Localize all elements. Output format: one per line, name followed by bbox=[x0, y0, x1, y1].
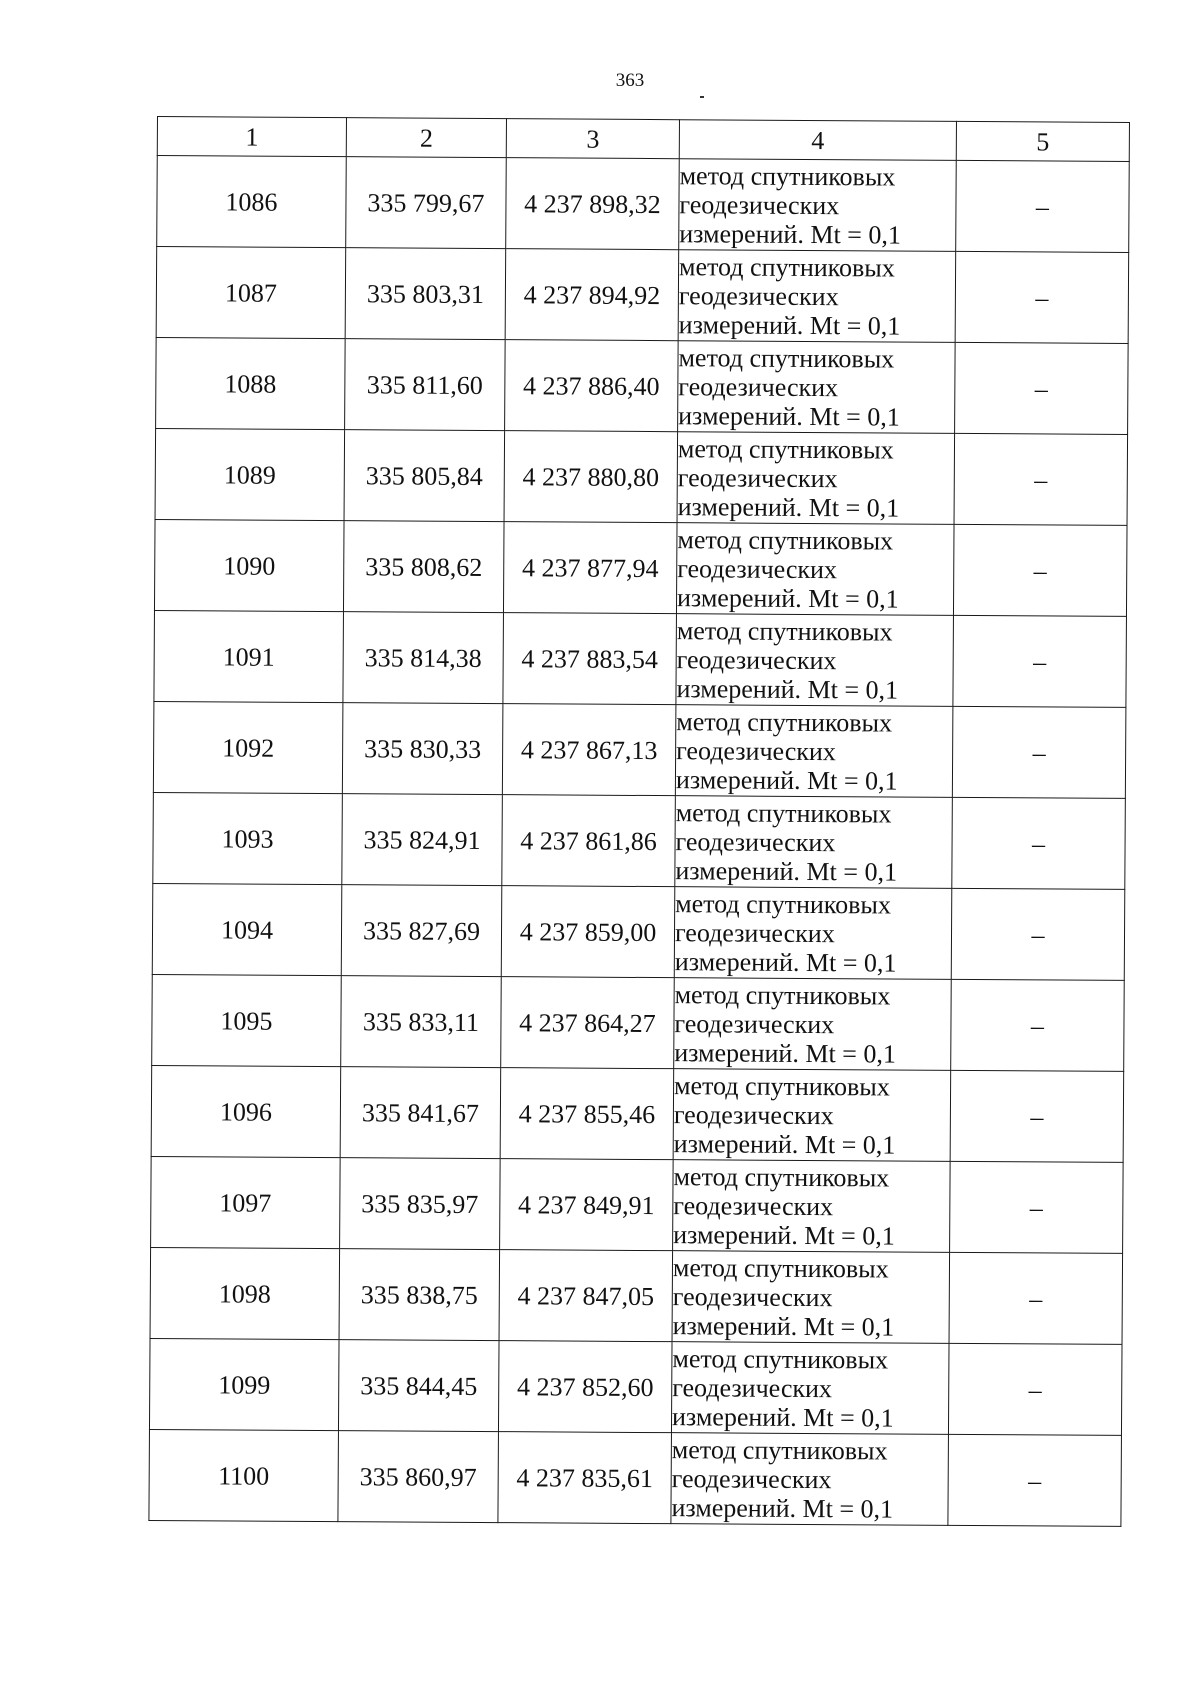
x-coordinate-cell: 335 808,62 bbox=[343, 521, 504, 613]
point-number-cell: 1097 bbox=[151, 1156, 341, 1248]
method-line: геодезических bbox=[677, 553, 838, 584]
table-row bbox=[155, 428, 1128, 525]
method-line: измерений. Mt = 0,1 bbox=[676, 673, 899, 705]
method-line: метод спутниковых bbox=[679, 251, 895, 283]
method-line: геодезических bbox=[678, 371, 839, 402]
y-coordinate-cell: 4 237 852,60 bbox=[498, 1341, 672, 1433]
method-cell bbox=[674, 887, 952, 980]
x-coordinate-cell: 335 830,33 bbox=[342, 703, 503, 795]
note-cell: – bbox=[949, 1252, 1123, 1344]
table-row bbox=[156, 337, 1129, 434]
point-number-cell: 1089 bbox=[155, 428, 345, 520]
table-row bbox=[149, 1338, 1122, 1435]
method-cell bbox=[673, 1160, 951, 1253]
point-number-cell: 1090 bbox=[154, 519, 344, 611]
column-header-5: 5 bbox=[956, 121, 1129, 161]
point-number-cell: 1096 bbox=[151, 1065, 341, 1157]
method-line: геодезических bbox=[674, 1008, 835, 1039]
point-number-cell: 1093 bbox=[153, 792, 343, 884]
table-body bbox=[149, 156, 1129, 1527]
y-coordinate-cell: 4 237 867,13 bbox=[502, 704, 676, 796]
method-cell bbox=[677, 432, 955, 525]
method-cell bbox=[672, 1251, 950, 1344]
method-line: метод спутниковых bbox=[675, 797, 892, 828]
x-coordinate-cell: 335 799,67 bbox=[346, 157, 507, 249]
y-coordinate-cell: 4 237 855,46 bbox=[500, 1068, 674, 1160]
column-header-1: 1 bbox=[157, 117, 346, 157]
y-coordinate-cell: 4 237 859,00 bbox=[501, 886, 675, 978]
table-row bbox=[152, 883, 1125, 980]
method-cell bbox=[678, 341, 956, 434]
y-coordinate-cell: 4 237 849,91 bbox=[500, 1159, 674, 1251]
header-row bbox=[157, 117, 1129, 162]
method-line: измерений. Mt = 0,1 bbox=[679, 218, 901, 250]
x-coordinate-cell: 335 860,97 bbox=[338, 1431, 499, 1523]
note-cell: – bbox=[950, 1161, 1124, 1253]
table-row bbox=[156, 247, 1129, 344]
method-line: измерений. Mt = 0,1 bbox=[674, 1037, 896, 1069]
method-line: геодезических bbox=[677, 462, 838, 493]
method-line: метод спутниковых bbox=[671, 1434, 888, 1465]
method-cell bbox=[671, 1342, 949, 1435]
note-cell: – bbox=[951, 888, 1125, 980]
y-coordinate-cell: 4 237 880,80 bbox=[504, 431, 678, 523]
note-cell: – bbox=[954, 433, 1128, 525]
coordinates-table bbox=[148, 116, 1130, 1527]
y-coordinate-cell: 4 237 877,94 bbox=[503, 522, 677, 614]
x-coordinate-cell: 335 824,91 bbox=[342, 794, 503, 886]
x-coordinate-cell: 335 814,38 bbox=[343, 612, 504, 704]
method-line: геодезических bbox=[672, 1372, 833, 1403]
method-line: метод спутниковых bbox=[675, 888, 891, 919]
method-cell bbox=[675, 705, 953, 798]
note-cell: – bbox=[950, 1070, 1124, 1162]
method-line: измерений. Mt = 0,1 bbox=[677, 491, 900, 523]
table-row bbox=[153, 792, 1126, 889]
method-line: измерений. Mt = 0,1 bbox=[674, 946, 897, 978]
y-coordinate-cell: 4 237 864,27 bbox=[501, 977, 675, 1069]
point-number-cell: 1091 bbox=[154, 610, 344, 702]
method-line: метод спутниковых bbox=[674, 1070, 890, 1101]
table-row bbox=[154, 519, 1127, 616]
method-line: геодезических bbox=[671, 1463, 832, 1494]
method-line: измерений. Mt = 0,1 bbox=[672, 1310, 895, 1342]
method-cell bbox=[674, 978, 952, 1071]
point-number-cell: 1098 bbox=[150, 1247, 340, 1339]
column-header-3: 3 bbox=[506, 119, 679, 159]
point-number-cell: 1088 bbox=[156, 337, 346, 429]
x-coordinate-cell: 335 811,60 bbox=[345, 339, 506, 431]
note-cell: – bbox=[948, 1434, 1122, 1526]
point-number-cell: 1099 bbox=[149, 1338, 339, 1430]
x-coordinate-cell: 335 827,69 bbox=[341, 885, 502, 977]
method-line: измерений. Mt = 0,1 bbox=[673, 1219, 895, 1251]
method-line: геодезических bbox=[674, 917, 835, 948]
method-line: измерений. Mt = 0,1 bbox=[678, 400, 900, 432]
method-line: метод спутниковых bbox=[672, 1252, 889, 1283]
table-row bbox=[151, 1065, 1124, 1162]
method-line: измерений. Mt = 0,1 bbox=[675, 855, 898, 887]
note-cell: – bbox=[956, 160, 1130, 252]
column-header-2: 2 bbox=[346, 118, 506, 158]
method-line: геодезических bbox=[679, 189, 840, 220]
y-coordinate-cell: 4 237 883,54 bbox=[503, 613, 677, 705]
point-number-cell: 1095 bbox=[152, 974, 342, 1066]
method-line: геодезических bbox=[673, 1190, 834, 1221]
method-line: геодезических bbox=[676, 644, 837, 675]
method-cell bbox=[676, 523, 954, 616]
method-line: геодезических bbox=[675, 826, 836, 857]
method-cell bbox=[671, 1433, 949, 1526]
y-coordinate-cell: 4 237 886,40 bbox=[505, 340, 679, 432]
note-cell: – bbox=[952, 706, 1126, 798]
y-coordinate-cell: 4 237 847,05 bbox=[499, 1250, 673, 1342]
y-coordinate-cell: 4 237 861,86 bbox=[502, 795, 676, 887]
method-cell bbox=[675, 796, 953, 889]
x-coordinate-cell: 335 803,31 bbox=[345, 248, 506, 340]
x-coordinate-cell: 335 844,45 bbox=[338, 1340, 499, 1432]
method-line: метод спутниковых bbox=[676, 615, 893, 647]
method-cell bbox=[673, 1069, 951, 1162]
table-row bbox=[150, 1247, 1123, 1344]
method-line: метод спутниковых bbox=[677, 524, 894, 556]
column-header-4: 4 bbox=[679, 120, 956, 161]
method-line: измерений. Mt = 0,1 bbox=[675, 764, 898, 796]
method-line: измерений. Mt = 0,1 bbox=[676, 582, 899, 614]
x-coordinate-cell: 335 841,67 bbox=[340, 1067, 501, 1159]
point-number-cell: 1094 bbox=[152, 883, 342, 975]
method-line: метод спутниковых bbox=[674, 979, 891, 1010]
point-number-cell: 1100 bbox=[149, 1429, 339, 1521]
page-number: 363 bbox=[615, 70, 645, 91]
y-coordinate-cell: 4 237 898,32 bbox=[506, 158, 680, 250]
method-line: метод спутниковых bbox=[679, 160, 896, 192]
table-row bbox=[151, 1156, 1124, 1253]
method-line: геодезических bbox=[676, 735, 836, 766]
method-cell bbox=[679, 159, 957, 252]
method-line: измерений. Mt = 0,1 bbox=[678, 309, 901, 341]
method-line: метод спутниковых bbox=[672, 1343, 889, 1374]
table-row bbox=[149, 1429, 1122, 1526]
method-line: метод спутниковых bbox=[678, 342, 895, 374]
note-cell: – bbox=[952, 797, 1126, 889]
method-cell bbox=[676, 614, 954, 707]
table-row bbox=[154, 610, 1127, 707]
method-line: измерений. Mt = 0,1 bbox=[671, 1401, 894, 1433]
note-cell: – bbox=[953, 615, 1127, 707]
point-number-cell: 1086 bbox=[157, 156, 347, 248]
x-coordinate-cell: 335 833,11 bbox=[341, 976, 502, 1068]
note-cell: – bbox=[951, 979, 1125, 1071]
y-coordinate-cell: 4 237 894,92 bbox=[505, 249, 679, 341]
table-header bbox=[157, 117, 1129, 162]
x-coordinate-cell: 335 805,84 bbox=[344, 430, 505, 522]
note-cell: – bbox=[953, 524, 1127, 616]
method-line: метод спутниковых bbox=[676, 706, 893, 738]
note-cell: – bbox=[955, 251, 1129, 343]
y-coordinate-cell: 4 237 835,61 bbox=[498, 1432, 672, 1524]
method-line: измерений. Mt = 0,1 bbox=[673, 1128, 896, 1160]
method-line: измерений. Mt = 0,1 bbox=[671, 1492, 894, 1524]
scan-mark bbox=[700, 96, 704, 98]
method-line: метод спутниковых bbox=[677, 433, 894, 465]
method-line: геодезических bbox=[678, 280, 839, 311]
x-coordinate-cell: 335 835,97 bbox=[340, 1158, 501, 1250]
table-row bbox=[157, 156, 1130, 253]
method-line: метод спутниковых bbox=[673, 1161, 890, 1192]
note-cell: – bbox=[955, 342, 1129, 434]
method-line: геодезических bbox=[673, 1099, 834, 1130]
note-cell: – bbox=[948, 1343, 1122, 1435]
table-row bbox=[153, 701, 1126, 798]
x-coordinate-cell: 335 838,75 bbox=[339, 1249, 500, 1341]
method-line: геодезических bbox=[672, 1281, 833, 1312]
method-cell bbox=[678, 250, 956, 343]
point-number-cell: 1087 bbox=[156, 247, 346, 339]
table-row bbox=[152, 974, 1125, 1071]
point-number-cell: 1092 bbox=[153, 701, 343, 793]
